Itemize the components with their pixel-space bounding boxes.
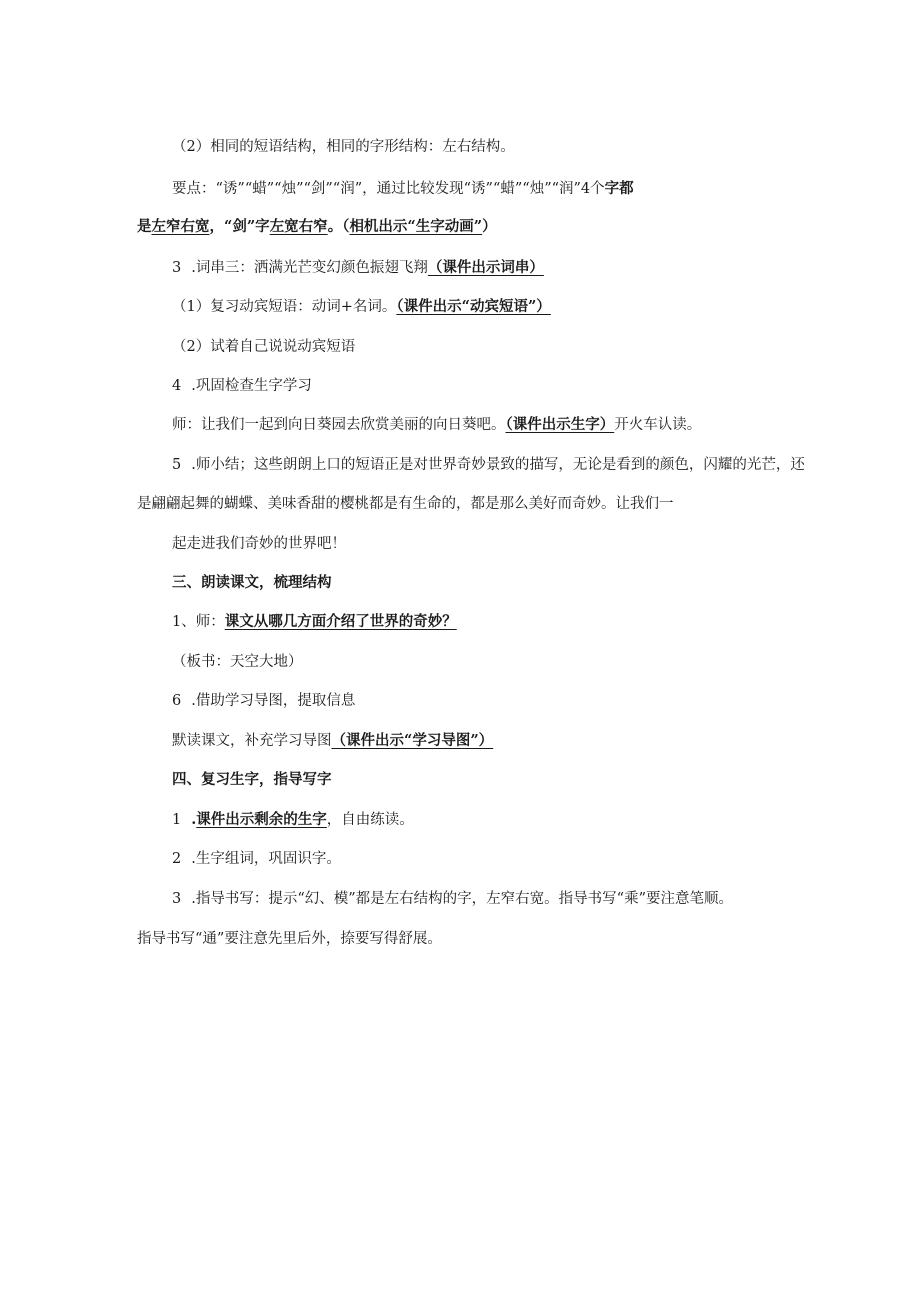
section-heading: 三、朗读课文，梳理结构 xyxy=(172,574,332,591)
paragraph-line: （2）相同的短语结构，相同的字形结构：左右结构。 xyxy=(172,139,515,155)
list-item: 1 .课件出示剩余的生字，自由练读。 xyxy=(172,811,414,828)
paragraph-line: 指导书写“通”要注意先里后外，捺要写得舒展。 xyxy=(137,931,442,947)
list-item: 2 .生字组词，巩固识字。 xyxy=(172,851,341,867)
paragraph-line: 1、师：课文从哪几方面介绍了世界的奇妙？ xyxy=(172,613,457,630)
paragraph-line: （1）复习动宾短语：动词+名词。（课件出示“动宾短语”） xyxy=(172,298,551,315)
list-item: 4 .巩固检查生字学习 xyxy=(172,378,312,394)
list-item: 3 .词串三：洒满光芒变幻颜色振翅飞翔（课件出示词串） xyxy=(172,259,544,276)
paragraph-line: 是左窄右宽，“剑”字左宽右窄。（相机出示“生字动画”） xyxy=(137,218,497,235)
paragraph-line: 要点：“诱”“蜡”“烛”“剑”“润”，通过比较发现“诱”“蜡”“烛”“润”4个字都 xyxy=(172,180,634,197)
paragraph-line: （2）试着自己说说动宾短语 xyxy=(172,339,356,355)
paragraph-line: 默读课文，补充学习导图（课件出示“学习导图”） xyxy=(172,732,494,749)
list-item: 5 .师小结；这些朗朗上口的短语正是对世界奇妙景致的描写，无论是看到的颜色，闪耀的光芒，还 xyxy=(172,457,805,473)
paragraph-line: 是翩翩起舞的蝴蝶、美味香甜的樱桃都是有生命的，都是那么美好而奇妙。让我们一 xyxy=(137,496,674,512)
list-item: 6 .借助学习导图，提取信息 xyxy=(172,693,356,709)
list-item: 3 .指导书写：提示“幻、模”都是左右结构的字，左窄右宽。指导书写“乘”要注意笔顺。 xyxy=(172,891,733,907)
paragraph-line: 起走进我们奇妙的世界吧！ xyxy=(172,536,346,552)
paragraph-line: （板书：天空大地） xyxy=(172,654,303,670)
paragraph-line: 师：让我们一起到向日葵园去欣赏美丽的向日葵吧。（课件出示生字）开火车认读。 xyxy=(172,416,702,433)
section-heading: 四、复习生字，指导写字 xyxy=(172,771,332,788)
